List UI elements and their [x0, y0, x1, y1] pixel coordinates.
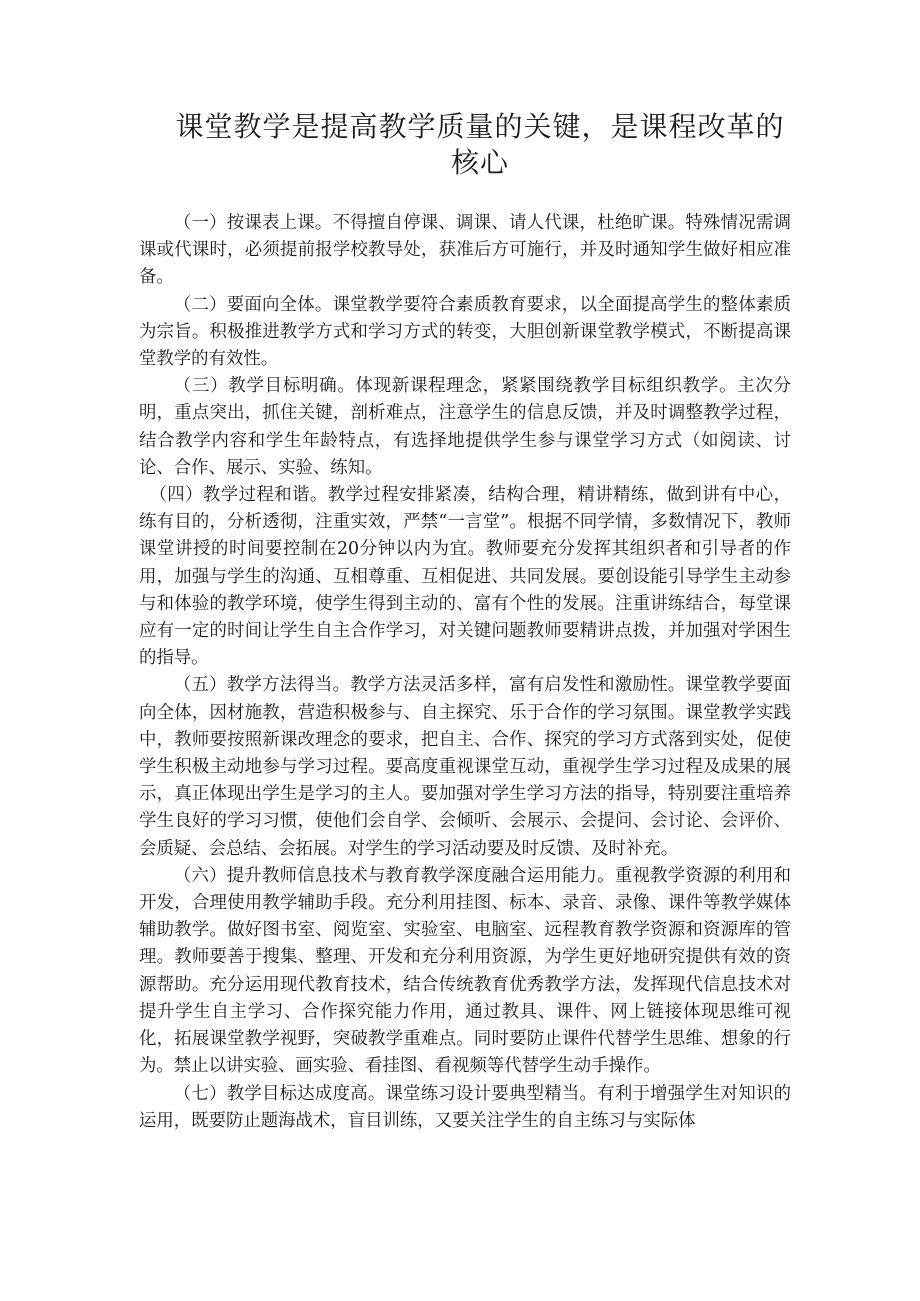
paragraph-7: （七）教学目标达成度高。课堂练习设计要典型精当。有利于增强学生对知识的运用，既要防止题海战术，盲目训练，又要关注学生的自主练习与实际体: [139, 1083, 791, 1131]
paragraph-4: （四）教学过程和谐。教学过程安排紧凑，结构合理，精讲精练，做到讲有中心，练有目的，分析透彻，注重实效，严禁“一言堂”。根据不同学情，多数情况下，教师课堂讲授的时间要控制在20分钟以内为宜。教师要充分发挥其组织者和引导者的作用，加强与学生的沟通、互相尊重、互相促进、共同发展。要创设能引导学生主动参与和体验的教学环境，使学生得到主动的、富有个性的发展。注重讲练结合，每堂课应有一定的时间让学生自主合作学习，对关键问题教师要精讲点拨，并加强对学困生的指导。: [139, 485, 791, 669]
paragraph-2: （二）要面向全体。课堂教学要符合素质教育要求，以全面提高学生的整体素质为宗旨。积极推进教学方式和学习方式的转变，大胆创新课堂教学模式，不断提高课堂教学的有效性。: [139, 294, 791, 370]
document-title: [150, 109, 810, 181]
title-line-2: 核心: [450, 146, 509, 179]
paragraph-3: （三）教学目标明确。体现新课程理念，紧紧围绕教学目标组织教学。主次分明，重点突出，抓住关键，剖析难点，注意学生的信息反馈，并及时调整教学过程，结合教学内容和学生年龄特点，有选择地提供学生参与课堂学习方式（如阅读、讨论、合作、展示、实验、练知。: [139, 376, 791, 478]
title-line-1: 课堂教学是提高教学质量的关键，是课程改革的: [175, 110, 785, 143]
paragraph-1: （一）按课表上课。不得擅自停课、调课、请人代课，杜绝旷课。特殊情况需调课或代课时，必须提前报学校教导处，获准后方可施行，并及时通知学生做好相应准备。: [139, 213, 791, 288]
document-body: [139, 210, 791, 1135]
paragraph-5: （五）教学方法得当。教学方法灵活多样，富有启发性和激励性。课堂教学要面向全体，因材施教，营造积极参与、自主探究、乐于合作的学习氛围。课堂教学实践中，教师要按照新课改理念的要求，把自主、合作、探究的学习方式落到实处，促使学生积极主动地参与学习过程。要高度重视课堂互动，重视学生学习过程及成果的展示，真正体现出学生是学习的主人。要加强对学生学习方法的指导，特别要注重培养学生良好的学习习惯，使他们会自学、会倾听、会展示、会提问、会讨论、会评价、会质疑、会总结、会拓展。对学生的学习活动要及时反馈、及时补充。: [139, 675, 791, 859]
paragraph-6: （六）提升教师信息技术与教育教学深度融合运用能力。重视教学资源的利用和开发，合理使用教学辅助手段。充分利用挂图、标本、录音、录像、课件等教学媒体辅助教学。做好图书室、阅览室、实验室、电脑室、远程教育教学资源和资源库的管理。教师要善于搜集、整理、开发和充分利用资源，为学生更好地研究提供有效的资源帮助。充分运用现代教育技术，结合传统教育优秀教学方法，发挥现代信息技术对提升学生自主学习、合作探究能力作用，通过教具、课件、网上链接体现思维可视化，拓展课堂教学视野，突破教学重难点。同时要防止课件代替学生思维、想象的行为。禁止以讲实验、画实验、看挂图、看视频等代替学生动手操作。: [139, 865, 791, 1077]
